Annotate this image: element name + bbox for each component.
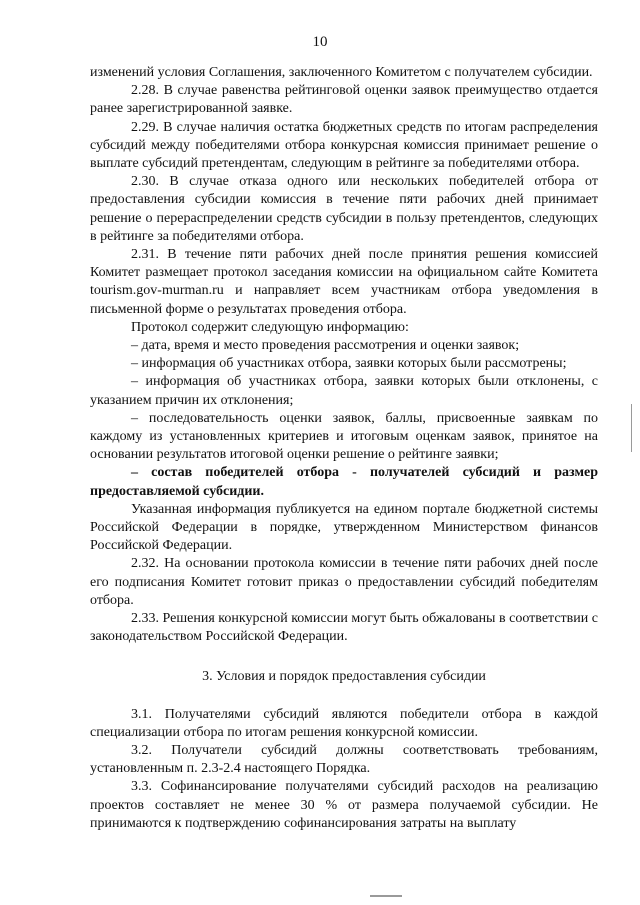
section-heading: 3. Условия и порядок предоставления субсидии [202, 668, 486, 684]
paragraph-2-28: 2.28. В случае равенства рейтинговой оценки заявок преимущество отдается ранее зарегистрированной заявке. [90, 83, 598, 117]
paragraph-continuation: изменений условия Соглашения, заключенного Комитетом с получателем субсидии. [90, 65, 593, 80]
scan-edge-mark [631, 404, 632, 452]
list-item-rejected: – информация об участниках отбора, заявки которых были отклонены, с указанием причин их отклонения; [90, 374, 598, 408]
paragraph-protocol-intro: Протокол содержит следующую информацию: [131, 319, 409, 335]
list-item-sequence: – последовательность оценки заявок, баллы, присвоенные заявкам по каждому из установленных критериев и итоговым оценкам заявок, принятое на основании результатов итоговой оценки решение о рейтинге заявки; [90, 410, 598, 463]
paragraph-2-30: 2.30. В случае отказа одного или нескольких победителей отбора от предоставления субсидии комиссия в течение пяти рабочих дней принимает решение о перераспределении средств субсидии в пользу претендентов, следующих в рейтинге за победителями отбора. [90, 174, 598, 244]
page-number: 10 [312, 34, 328, 50]
paragraph-3-1: 3.1. Получателями субсидий являются победители отбора в каждой специализации отбора по итогам решения конкурсной комиссии. [90, 706, 598, 740]
paragraph-2-33: 2.33. Решения конкурсной комиссии могут быть обжалованы в соответствии с законодательством Российской Федерации. [90, 611, 598, 645]
paragraph-3-2: 3.2. Получатели субсидий должны соответствовать требованиям, установленным п. 2.3-2.4 настоящего Порядка. [90, 742, 598, 777]
paragraph-2-31: 2.31. В течение пяти рабочих дней после принятия решения комиссией Комитет размещает протокол заседания комиссии на официальном сайте Комитета tourism.gov-murman.ru и направляет всем участникам отбора уведомления в письменной форме о результатах проведения отбора. [90, 247, 598, 317]
paragraph-2-29: 2.29. В случае наличия остатка бюджетных средств по итогам распределения субсидий между победителями отбора конкурсная комиссия принимает решение о выплате субсидий претендентам, следующим в рейтинге за победителями отбора. [90, 119, 598, 172]
list-item-winners: – состав победителей отбора - получателей субсидий и размер предоставляемой субсидии. [90, 465, 598, 499]
paragraph-2-32: 2.32. На основании протокола комиссии в течение пяти рабочих дней после его подписания Комитет готовит приказ о предоставлении субсидий победителям отбора. [90, 556, 598, 608]
paragraph-3-3: 3.3. Софинансирование получателями субсидий расходов на реализацию проектов составляет не менее 30 % от размера получаемой субсидии. Не принимаются к подтверждению софинансирования затраты на выплату [90, 779, 598, 831]
paragraph-publication: Указанная информация публикуется на едином портале бюджетной системы Российской Федерации в порядке, утвержденном Министерством финансов Российской Федерации. [90, 501, 598, 554]
bottom-rule [370, 895, 402, 897]
document-body [90, 64, 598, 833]
list-item-date: – дата, время и место проведения рассмотрения и оценки заявок; [131, 338, 520, 354]
list-item-reviewed: – информация об участниках отбора, заявки которых были рассмотрены; [131, 356, 567, 372]
